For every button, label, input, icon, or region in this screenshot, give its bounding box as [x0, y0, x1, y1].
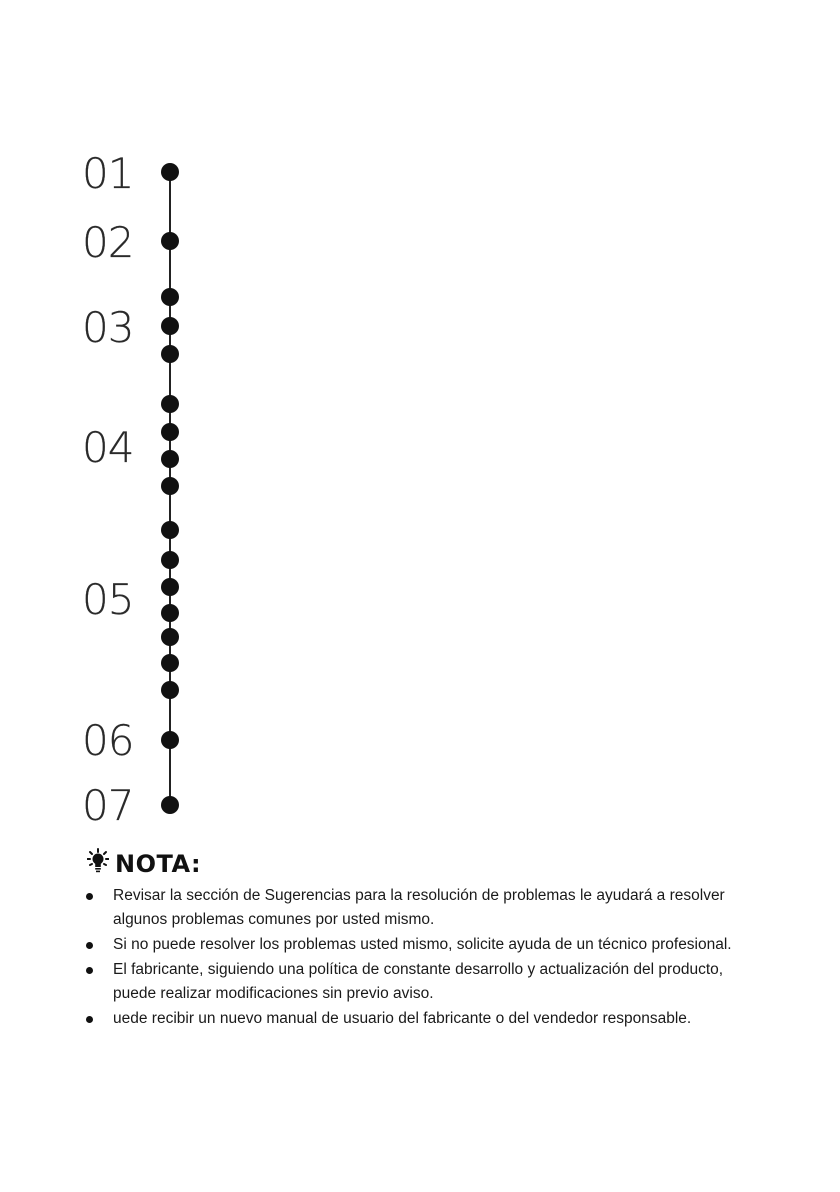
section-number-03: 03	[82, 303, 134, 352]
timeline-dot	[161, 628, 179, 646]
timeline-dot	[161, 288, 179, 306]
bullet-icon	[86, 942, 93, 949]
section-number-01: 01	[82, 149, 134, 198]
section-number-04: 04	[82, 423, 134, 472]
timeline-dot	[161, 654, 179, 672]
timeline-dot	[161, 521, 179, 539]
timeline-dot	[161, 578, 179, 596]
list-item	[86, 1007, 746, 1031]
timeline-dot	[161, 551, 179, 569]
timeline-dot	[161, 477, 179, 495]
timeline-dot	[161, 423, 179, 441]
timeline-dot	[161, 232, 179, 250]
section-number-02: 02	[82, 218, 134, 267]
section-number-06: 06	[82, 716, 134, 765]
section-number-07: 07	[82, 781, 134, 830]
timeline-dot	[161, 163, 179, 181]
note-text: uede recibir un nuevo manual de usuario del fabricante o del vendedor responsable.	[113, 1010, 692, 1027]
nota-title: NOTA:	[115, 849, 202, 878]
timeline-dot	[161, 450, 179, 468]
note-text: Revisar la sección de Sugerencias para la resolución de problemas le ayudará a resolver algunos problemas comunes por usted mismo.	[113, 887, 725, 928]
section-number-05: 05	[82, 575, 134, 624]
list-item	[86, 933, 746, 957]
timeline-dot	[161, 796, 179, 814]
timeline-dot	[161, 345, 179, 363]
timeline-dot	[161, 731, 179, 749]
bullet-icon	[86, 967, 93, 974]
note-text: Si no puede resolver los problemas usted mismo, solicite ayuda de un técnico profesional.	[113, 936, 732, 953]
timeline-dot	[161, 604, 179, 622]
timeline-dot	[161, 395, 179, 413]
bullet-icon	[86, 893, 93, 900]
bullet-icon	[86, 1016, 93, 1023]
notes-list	[86, 884, 746, 1032]
lightbulb-icon	[87, 848, 109, 879]
note-text: El fabricante, siguiendo una política de constante desarrollo y actualización del producto, puede realizar modificaciones sin previo aviso.	[113, 961, 724, 1002]
list-item	[86, 884, 746, 932]
timeline-dot	[161, 681, 179, 699]
nota-heading	[87, 848, 201, 879]
list-item	[86, 958, 746, 1006]
timeline-dot	[161, 317, 179, 335]
